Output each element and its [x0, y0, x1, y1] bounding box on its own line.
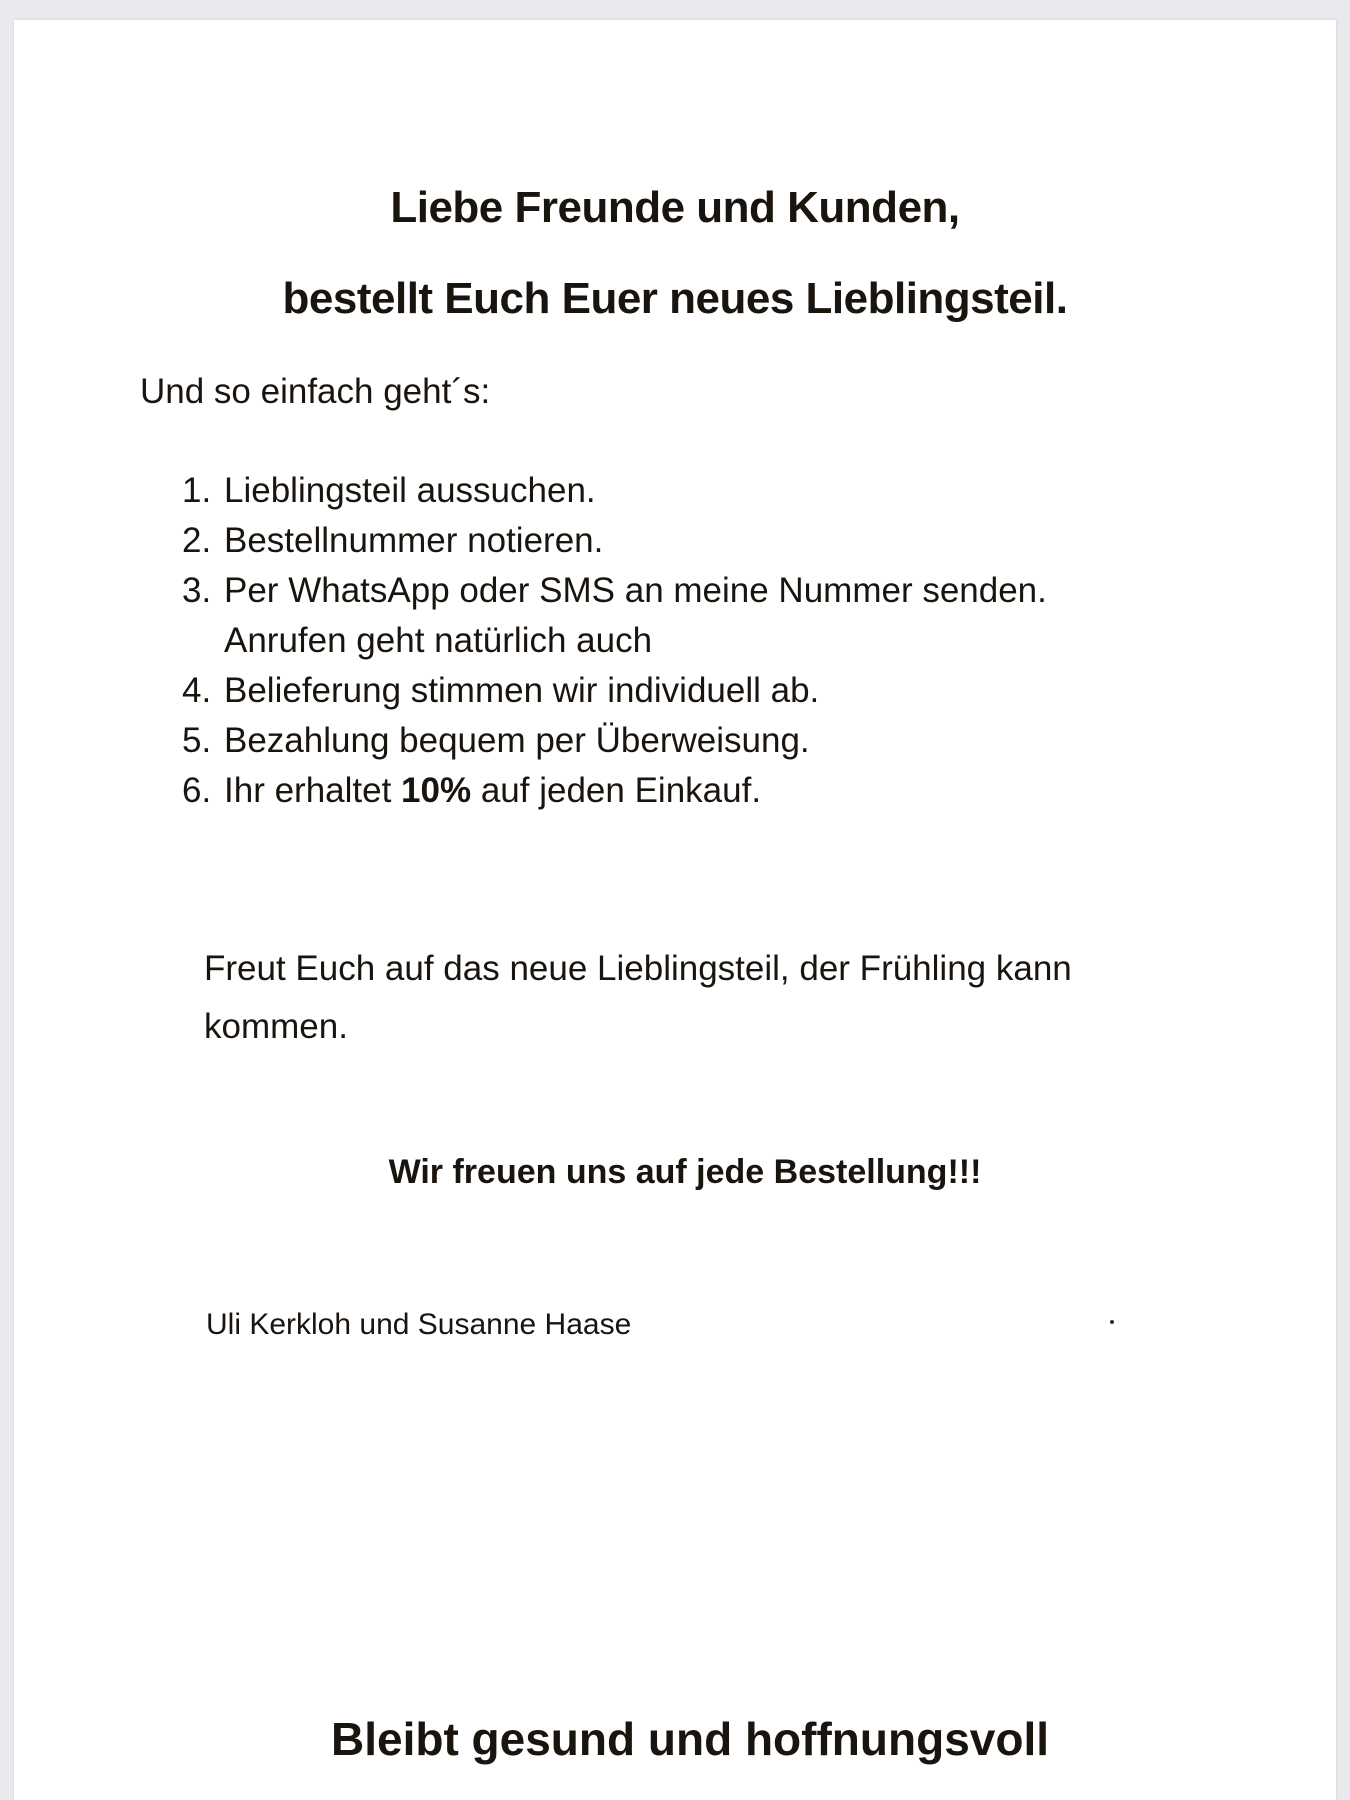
heading-line-1: Liebe Freunde und Kunden,: [390, 183, 960, 232]
closing-line-2: kommen.: [204, 1007, 348, 1046]
step-number: 3.: [182, 571, 212, 610]
step-continuation: Anrufen geht natürlich auch: [224, 621, 653, 660]
list-item: [182, 716, 1047, 766]
heading-line-2: bestellt Euch Euer neues Lieblingsteil.: [282, 274, 1068, 323]
step-number: 2.: [182, 521, 212, 560]
closing-line-1: Freut Euch auf das neue Lieblingsteil, der Frühling kann: [204, 949, 1072, 988]
stray-dot: [1110, 1320, 1114, 1324]
step-text: Lieblingsteil aussuchen.: [224, 471, 596, 510]
order-note: Wir freuen uns auf jede Bestellung!!!: [388, 1153, 982, 1191]
intro-text: Und so einfach geht´s:: [140, 372, 491, 411]
step-text: Bezahlung bequem per Überweisung.: [224, 721, 810, 760]
step-number: 4.: [182, 671, 212, 710]
farewell: Bleibt gesund und hoffnungsvoll: [330, 1713, 1050, 1765]
step-text: Per WhatsApp oder SMS an meine Nummer senden.: [224, 571, 1047, 610]
signature: Uli Kerkloh und Susanne Haase: [206, 1308, 632, 1341]
letter-sheet: [14, 20, 1336, 1800]
steps-list: [182, 466, 1047, 816]
list-item: [182, 516, 1047, 566]
step-text: Bestellnummer notieren.: [224, 521, 604, 560]
discount-highlight: 10%: [401, 771, 472, 810]
closing-paragraph: [204, 940, 1072, 1056]
list-item: [182, 766, 1047, 816]
step-number: 1.: [182, 471, 212, 510]
list-item: [182, 466, 1047, 516]
list-item: [182, 666, 1047, 716]
step-number: 6.: [182, 771, 212, 810]
step-text-before: Ihr erhaltet: [224, 771, 402, 810]
step-text-after: auf jeden Einkauf.: [471, 771, 762, 810]
step-number: 5.: [182, 721, 212, 760]
list-item: [182, 566, 1047, 666]
step-text: Belieferung stimmen wir individuell ab.: [224, 671, 820, 710]
